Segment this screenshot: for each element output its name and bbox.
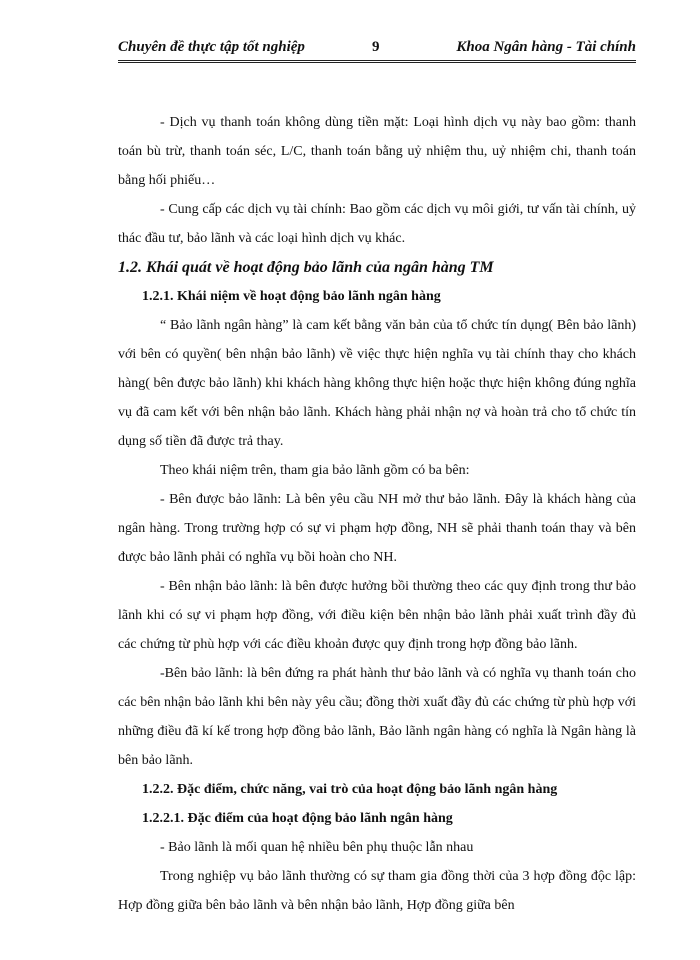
document-body (118, 108, 636, 920)
paragraph-beneficiary: - Bên nhận bảo lãnh: là bên được hưởng bồi thường theo các quy định trong thư bảo lãnh khi có sự vi phạm hợp đồng, với điều kiện bên nhận bảo lãnh phải xuất trình đầy đủ các chứng từ phù hợp với các điều khoản được quy định trong hợp đồng bảo lãnh. (118, 579, 636, 652)
paragraph-financial-services: - Cung cấp các dịch vụ tài chính: Bao gồm các dịch vụ môi giới, tư vấn tài chính, uỷ thác đầu tư, bảo lãnh và các loại hình dịch vụ khác. (118, 202, 636, 246)
header-department: Khoa Ngân hàng - Tài chính (456, 39, 636, 55)
paragraph-payment-services: - Dịch vụ thanh toán không dùng tiền mặt: Loại hình dịch vụ này bao gồm: thanh toán bù trừ, thanh toán séc, L/C, thanh toán bằng uỷ nhiệm thu, uỷ nhiệm chi, thanh toán bằng hối phiếu… (118, 115, 636, 188)
subsection-heading-1-2-2: 1.2.2. Đặc điểm, chức năng, vai trò của hoạt động bảo lãnh ngân hàng (142, 782, 558, 797)
paragraph-three-contracts: Trong nghiệp vụ bảo lãnh thường có sự tham gia đồng thời của 3 hợp đồng độc lập: Hợp đồng giữa bên bảo lãnh và bên nhận bảo lãnh, Hợp đồng giữa bên (118, 869, 636, 913)
page-header (118, 38, 636, 63)
paragraph-multiparty: - Bảo lãnh là mối quan hệ nhiều bên phụ thuộc lẫn nhau (160, 840, 474, 855)
subsection-heading-1-2-2-1: 1.2.2.1. Đặc điểm của hoạt động bảo lãnh ngân hàng (142, 811, 453, 826)
paragraph-applicant: - Bên được bảo lãnh: Là bên yêu cầu NH mở thư bảo lãnh. Đây là khách hàng của ngân hàng. Trong trường hợp có sự vi phạm hợp đồng, NH sẽ phải thanh toán thay và bên được bảo lãnh phải có nghĩa vụ bồi hoàn cho NH. (118, 492, 636, 565)
paragraph-guarantor: -Bên bảo lãnh: là bên đứng ra phát hành thư bảo lãnh và có nghĩa vụ thanh toán cho các bên nhận bảo lãnh khi bên này yêu cầu; đồng thời xuất đầy đủ các chứng từ phù hợp với những điều đã kí kế trong hợp đồng bảo lãnh, Bảo lãnh ngân hàng có nghĩa là Ngân hàng là bên bảo lãnh. (118, 666, 636, 768)
page-number: 9 (372, 39, 380, 55)
paragraph-three-parties: Theo khái niệm trên, tham gia bảo lãnh gồm có ba bên: (160, 463, 470, 478)
section-heading-1-2: 1.2. Khái quát về hoạt động bảo lãnh của ngân hàng TM (118, 259, 494, 276)
header-title: Chuyên đề thực tập tốt nghiệp (118, 39, 305, 55)
paragraph-guarantee-definition: “ Bảo lãnh ngân hàng” là cam kết bằng văn bản của tổ chức tín dụng( Bên bảo lãnh) với bên có quyền( bên nhận bảo lãnh) về việc thực hiện nghĩa vụ tài chính thay cho khách hàng( bên được bảo lãnh) khi khách hàng không thực hiện hoặc thực hiện không đúng nghĩa vụ đã cam kết với bên nhận bảo lãnh. Khách hàng phải nhận nợ và hoàn trả cho tổ chức tín dụng số tiền đã được trả thay. (118, 318, 636, 449)
subsection-heading-1-2-1: 1.2.1. Khái niệm về hoạt động bảo lãnh ngân hàng (142, 289, 441, 304)
